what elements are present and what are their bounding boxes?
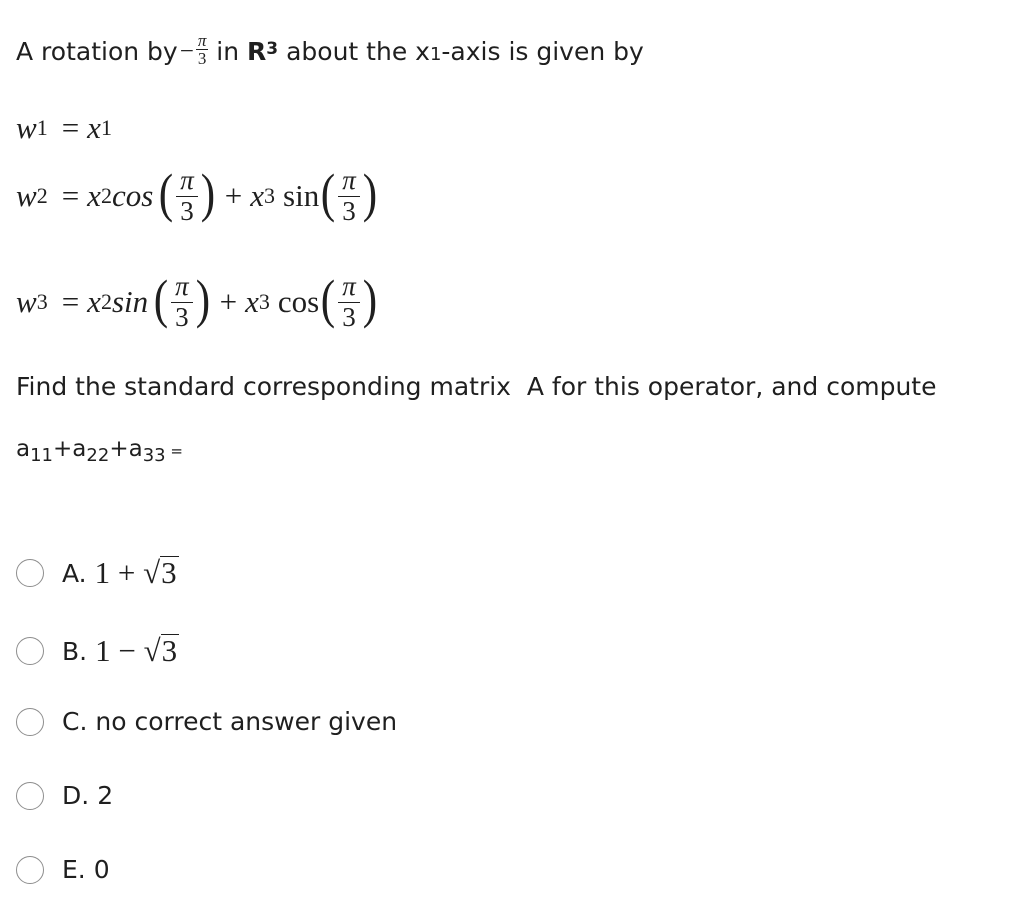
eq3-t2-func: cos: [277, 284, 320, 320]
option-d-label[interactable]: [62, 781, 113, 810]
option-c-label[interactable]: [62, 707, 397, 736]
intro-space-R: R: [247, 37, 267, 66]
eq3-frac-2-num: π: [338, 272, 360, 303]
intro-space-exp: 3: [266, 38, 279, 59]
eq2-frac-1: [176, 166, 198, 226]
eq3-frac-1-num: π: [171, 272, 193, 303]
intro-frac-den: 3: [197, 49, 207, 68]
plus-1: +: [53, 436, 73, 462]
eq2-plus: +: [224, 178, 243, 214]
option-a-math: [95, 555, 179, 591]
eq3-equals: =: [61, 284, 80, 320]
diagonal-sum-expression: [16, 436, 183, 466]
option-a-radical: √: [143, 555, 161, 590]
equation-w1: [16, 110, 112, 146]
option-a-letter: A.: [62, 558, 87, 588]
eq3-frac-2: [338, 272, 360, 332]
eq1-lhs-sub: 1: [36, 115, 48, 140]
option-b-sqrt-content: 3: [161, 633, 178, 668]
option-e-text: 0: [93, 855, 110, 884]
intro-angle-fraction: [196, 32, 209, 67]
eq2-t1-func: cos: [111, 178, 154, 214]
eq2-lparen-1: (: [159, 163, 174, 224]
intro-in: in: [208, 37, 248, 66]
option-e-letter: E.: [62, 855, 86, 884]
option-d-radio[interactable]: [16, 782, 44, 810]
option-e[interactable]: [16, 855, 110, 884]
option-e-radio[interactable]: [16, 856, 44, 884]
eq2-t2-func: sin: [283, 178, 320, 214]
option-c-letter: C.: [62, 707, 88, 736]
eq3-t2-sub: 3: [258, 289, 270, 315]
question-text: Find the standard corresponding matrix A for this operator, and compute: [16, 372, 937, 401]
option-a-radio[interactable]: [16, 559, 44, 587]
eq3-lparen-1: (: [153, 269, 169, 330]
eq1-rhs-var: x: [87, 110, 101, 145]
intro-line: [16, 31, 644, 69]
option-b-label[interactable]: [62, 633, 179, 669]
eq2-t1-sub: 2: [100, 183, 112, 209]
eq2-rparen-2: ): [362, 163, 377, 224]
option-b[interactable]: [16, 633, 179, 669]
eq3-t1-func: sin: [111, 284, 149, 320]
option-a-label[interactable]: [62, 555, 179, 591]
option-b-radio[interactable]: [16, 637, 44, 665]
eq3-t1-var: x: [87, 284, 101, 320]
eq2-frac-2-den: 3: [342, 195, 356, 226]
equation-w2: [16, 163, 379, 226]
eq3-frac-1-den: 3: [175, 301, 189, 332]
option-e-label[interactable]: [62, 855, 110, 884]
eq2-frac-2-num: π: [338, 166, 360, 197]
eq3-lhs-var: w: [16, 284, 37, 320]
eq3-lhs-sub: 3: [36, 289, 48, 315]
option-a-math-lead: 1 +: [94, 555, 144, 590]
eq2-frac-1-den: 3: [180, 195, 194, 226]
a22-sub: 22: [86, 445, 110, 466]
option-b-radical: √: [143, 633, 161, 668]
intro-about: about the x: [278, 37, 430, 66]
intro-suffix: -axis is given by: [441, 37, 644, 66]
eq2-t2-sub: 3: [264, 183, 276, 209]
eq3-t1-sub: 2: [100, 289, 112, 315]
eq2-equals: =: [61, 178, 80, 214]
eq2-t2-var: x: [250, 178, 265, 214]
eq1-lhs-var: w: [16, 110, 37, 145]
option-a[interactable]: [16, 555, 179, 591]
intro-minus: −: [179, 37, 194, 65]
option-c[interactable]: [16, 707, 397, 736]
option-c-text: no correct answer given: [95, 707, 398, 736]
sum-equals: =: [165, 442, 183, 460]
eq2-lhs-var: w: [16, 178, 37, 214]
eq2-rparen-1: ): [200, 163, 215, 224]
eq3-rparen-1: ): [195, 269, 210, 330]
a11-sub: 11: [30, 445, 54, 466]
option-a-sqrt-content: 3: [161, 555, 177, 590]
eq1-rhs-sub: 1: [100, 115, 112, 140]
a33-char: a: [128, 436, 143, 462]
intro-frac-num: π: [197, 31, 207, 50]
a11-char: a: [16, 436, 31, 462]
eq2-t1-var: x: [87, 178, 101, 214]
a33-sub: 33: [142, 445, 166, 466]
option-b-math-lead: 1 −: [95, 633, 144, 668]
eq2-frac-2: [338, 166, 360, 226]
plus-2: +: [109, 436, 129, 462]
option-d-letter: D.: [62, 781, 90, 810]
option-b-math: [95, 633, 179, 669]
equation-w3: [16, 269, 379, 332]
eq2-lhs-sub: 2: [36, 183, 48, 209]
eq3-lparen-2: (: [321, 269, 336, 330]
option-b-letter: B.: [62, 636, 88, 666]
eq3-frac-2-den: 3: [342, 301, 356, 332]
eq2-frac-1-num: π: [176, 166, 198, 197]
eq3-plus: +: [219, 284, 238, 320]
option-d-text: 2: [97, 781, 114, 810]
eq3-frac-1: [171, 272, 193, 332]
intro-prefix: A rotation by: [16, 37, 178, 66]
option-d[interactable]: [16, 781, 113, 810]
option-c-radio[interactable]: [16, 708, 44, 736]
eq3-rparen-2: ): [362, 269, 377, 330]
a22-char: a: [72, 436, 87, 462]
intro-x1-sub: 1: [429, 44, 442, 65]
eq3-t2-var: x: [245, 284, 259, 320]
eq2-lparen-2: (: [321, 163, 336, 224]
eq1-equals: =: [61, 110, 80, 145]
